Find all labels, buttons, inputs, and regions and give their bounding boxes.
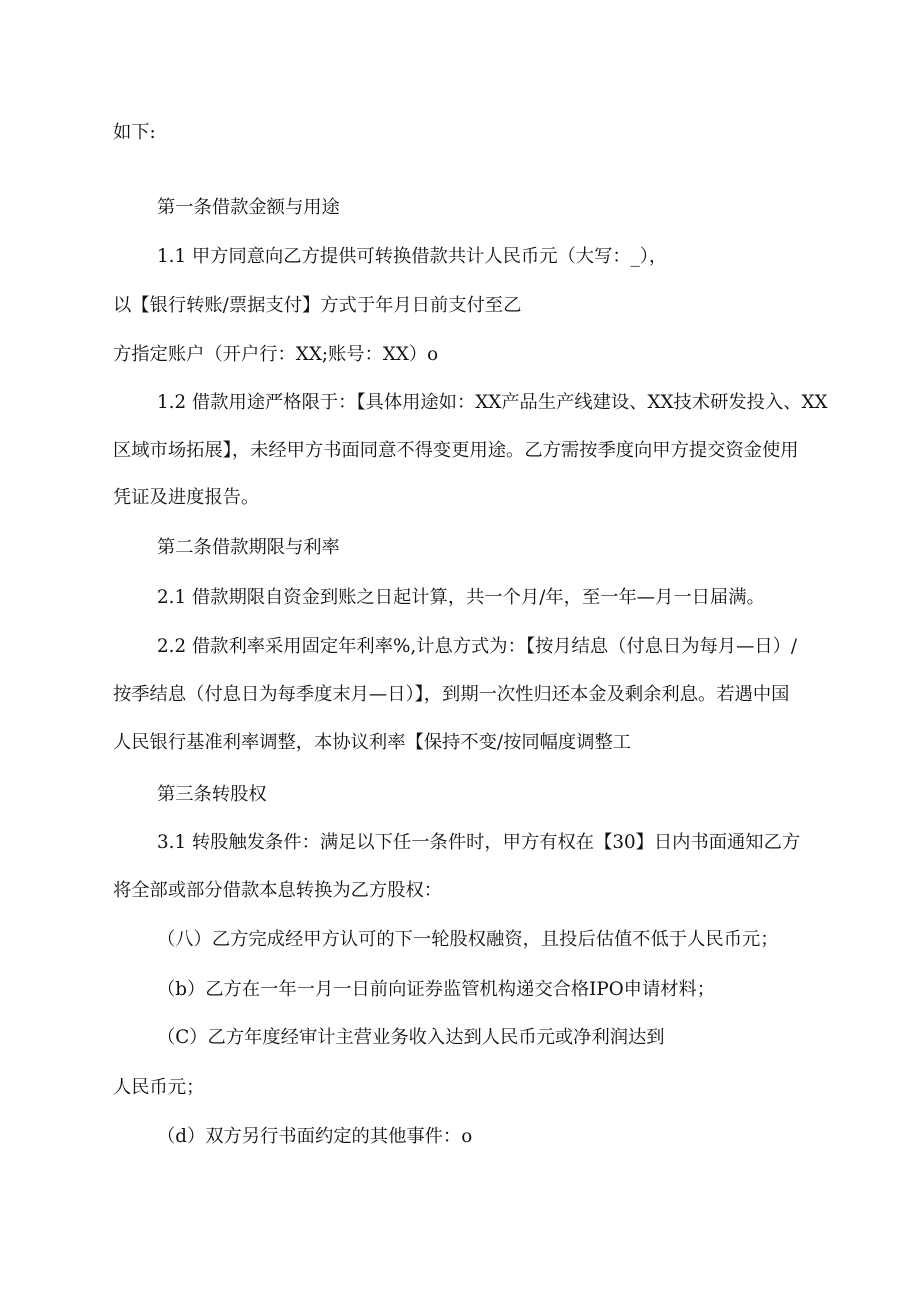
condition-item: （d）双方另行书面约定的其他事件：o — [157, 1126, 473, 1147]
clause-line: 将全部或部分借款本息转换为乙方股权： — [113, 880, 443, 901]
clause-line: 按季结息（付息日为每季度末月—日）】，到期一次性归还本金及剩余利息。若遇中国 — [113, 684, 790, 705]
intro-text: 如下: — [113, 122, 156, 143]
clause-line: 以【银行转账/票据支付】方式于年月日前支付至乙 — [113, 295, 522, 316]
article-heading: 第三条转股权 — [157, 784, 267, 805]
clause-line: 2.1 借款期限自资金到账之日起计算，共一个月/年，至一年—月一日届满。 — [157, 587, 765, 608]
condition-item: （b）乙方在一年一月一日前向证券监管机构递交合格IPO申请材料； — [157, 979, 716, 1000]
clause-line: 区域市场拓展】，未经甲方书面同意不得变更用途。乙方需按季度向甲方提交资金使用 — [113, 440, 799, 461]
clause-line: 人民银行基准利率调整，本协议利率【保持不变/按同幅度调整工 — [113, 732, 632, 753]
clause-line: 方指定账户（开户行：XX;账号：XX）o — [113, 344, 439, 365]
article-heading: 第二条借款期限与利率 — [157, 537, 340, 558]
clause-line: 凭证及进度报告。 — [113, 487, 260, 508]
condition-item: （八）乙方完成经甲方认可的下一轮股权融资，且投后估值不低于人民币元； — [157, 929, 779, 950]
article-heading: 第一条借款金额与用途 — [157, 197, 340, 218]
condition-item: 人民币元； — [113, 1077, 205, 1098]
clause-line: 1.2 借款用途严格限于：【具体用途如：XX产品生产线建设、XX技术研发投入、XX — [157, 392, 828, 413]
clause-line: 3.1 转股触发条件：满足以下任一条件时，甲方有权在【30】日内书面通知乙方 — [157, 832, 801, 853]
clause-line: 1.1 甲方同意向乙方提供可转换借款共计人民币元（大写：_）， — [157, 246, 668, 267]
clause-line: 2.2 借款利率采用固定年利率%,计息方式为：【按月结息（付息日为每月—日）/ — [157, 636, 798, 657]
condition-item: （C）乙方年度经审计主营业务收入达到人民币元或净利润达到 — [157, 1027, 665, 1048]
